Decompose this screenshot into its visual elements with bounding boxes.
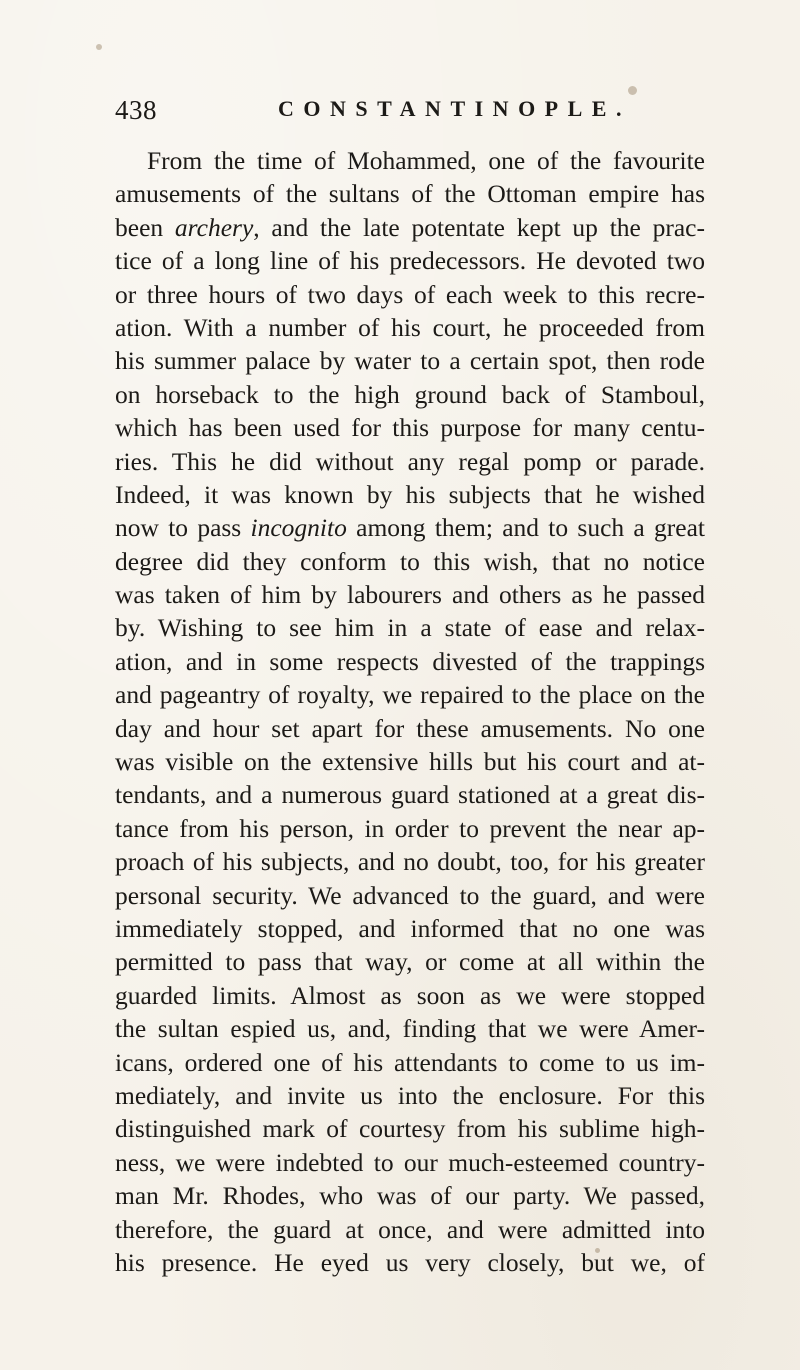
text-line: which has been used for this purpose for many centu- xyxy=(115,413,705,443)
italic-term: incognito xyxy=(250,513,347,543)
text-line: mediately, and invite us into the enclosure. For this xyxy=(115,1080,705,1110)
text-line: and pageantry of royalty, we repaired to the place on the xyxy=(115,680,705,710)
paper-speck xyxy=(628,86,637,95)
text-line: proach of his subjects, and no doubt, too, for his greater xyxy=(115,847,705,877)
text-segment: , and the late potentate kept up the prac- xyxy=(253,212,705,242)
text-line: ation. With a number of his court, he proceeded from xyxy=(115,312,705,342)
text-line xyxy=(115,511,705,544)
text-line: day and hour set apart for these amusements. No one xyxy=(115,713,705,743)
page-number: 438 xyxy=(115,95,157,125)
text-segment: now to pass xyxy=(115,513,251,543)
text-line: his summer palace by water to a certain spot, then rode xyxy=(115,346,705,376)
text-line: his presence. He eyed us very closely, but we, of xyxy=(115,1247,705,1277)
text-line: ness, we were indebted to our much-esteemed country- xyxy=(115,1147,705,1177)
text-line: degree did they conform to this wish, that no notice xyxy=(115,546,705,576)
text-line: icans, ordered one of his attendants to come to us im- xyxy=(115,1047,705,1077)
text-segment: been xyxy=(115,212,175,242)
text-line: by. Wishing to see him in a state of ease and relax- xyxy=(115,613,705,643)
paper-speck xyxy=(96,44,102,50)
text-line: tendants, and a numerous guard stationed at a great dis- xyxy=(115,780,705,810)
text-line: tice of a long line of his predecessors. He devoted two xyxy=(115,246,705,276)
text-line xyxy=(115,211,705,244)
text-line: amusements of the sultans of the Ottoman empire has xyxy=(115,179,705,209)
text-line: guarded limits. Almost as soon as we were stopped xyxy=(115,980,705,1010)
running-title: CONSTANTINOPLE. xyxy=(278,96,631,121)
text-line: ries. This he did without any regal pomp or parade. xyxy=(115,446,705,476)
text-line: on horseback to the high ground back of Stamboul, xyxy=(115,379,705,409)
text-line: ation, and in some respects divested of the trappings xyxy=(115,646,705,676)
text-line: or three hours of two days of each week to this recre- xyxy=(115,279,705,309)
text-line: permitted to pass that way, or come at all within the xyxy=(115,947,705,977)
text-line: From the time of Mohammed, one of the favourite xyxy=(147,146,705,175)
text-line: immediately stopped, and informed that no one was xyxy=(115,913,705,943)
body-text xyxy=(115,144,705,1279)
text-line: Indeed, it was known by his subjects that he wished xyxy=(115,479,705,509)
paper-speck xyxy=(595,1248,600,1253)
text-line: was taken of him by labourers and others as he passed xyxy=(115,580,705,610)
text-line: the sultan espied us, and, finding that we were Amer- xyxy=(115,1014,705,1044)
text-line: tance from his person, in order to prevent the near ap- xyxy=(115,813,705,843)
text-segment: among them; and to such a great xyxy=(346,513,705,543)
italic-term: archery xyxy=(174,212,254,242)
running-head xyxy=(115,95,705,131)
text-line: man Mr. Rhodes, who was of our party. We passed, xyxy=(115,1181,705,1211)
text-line: was visible on the extensive hills but his court and at- xyxy=(115,747,705,777)
text-line: distinguished mark of courtesy from his sublime high- xyxy=(115,1114,705,1144)
text-line: personal security. We advanced to the guard, and were xyxy=(115,880,705,910)
text-line: therefore, the guard at once, and were admitted into xyxy=(115,1214,705,1244)
